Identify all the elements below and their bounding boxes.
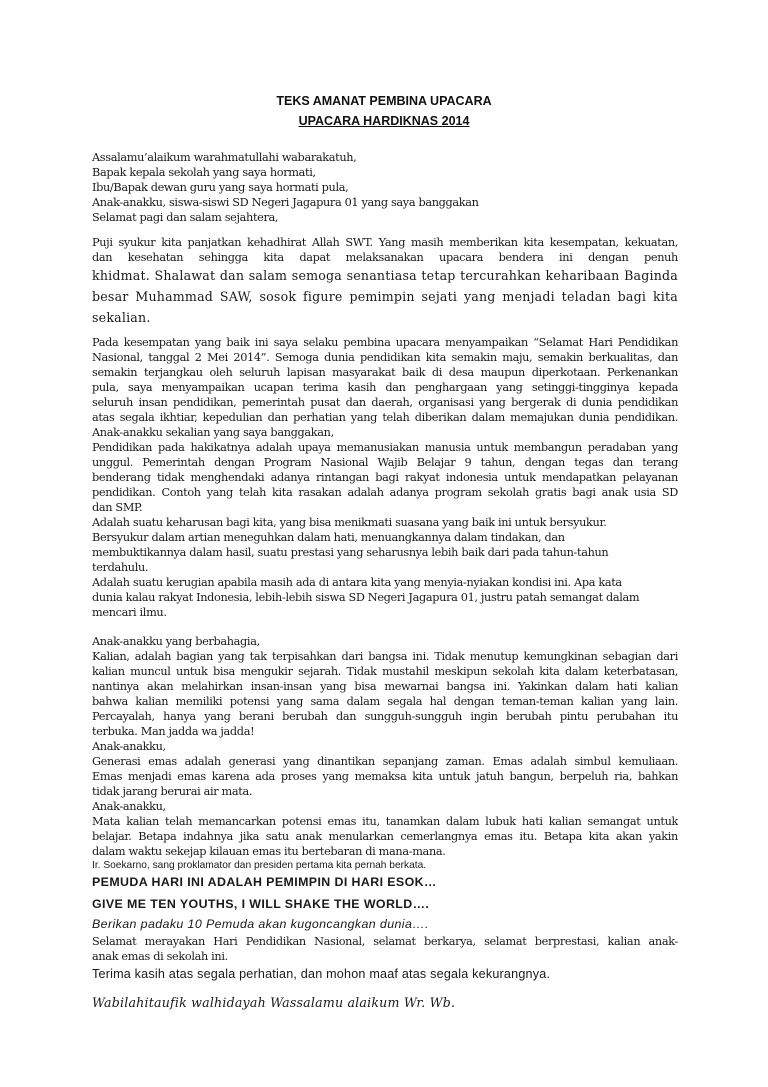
text-line: Selamat merayakan Hari Pendidikan Nasional, selamat berkarya, selamat berprestasi, kalian anak- xyxy=(92,935,678,948)
text-line: Mata kalian telah memancarkan potensi emas itu, tanamkan dalam lubuk hati kalian semangat untuk xyxy=(92,815,678,828)
text-line: mencari ilmu. xyxy=(92,606,167,619)
greeting-line: Selamat pagi dan salam sejahtera, xyxy=(92,211,279,224)
greeting-line: Ibu/Bapak dewan guru yang saya hormati pula, xyxy=(92,181,349,194)
text-line: terbuka. Man jadda wa jadda! xyxy=(92,725,255,738)
text-line: Bersyukur dalam artian meneguhkan dalam hati, menuangkannya dalam tindakan, dan xyxy=(92,531,565,544)
text-line: atas segala ikhtiar, kepedulian dan perhatian yang telah diberikan dalam memajukan dunia pendidikan. xyxy=(92,411,678,424)
text-line: besar Muhammad SAW, sosok figure pemimpin sejati yang menjadi teladan bagi kita xyxy=(92,289,678,304)
text-line: dalam waktu sekejap kilauan emas itu bertebaran di mana-mana. xyxy=(92,845,446,858)
text-line: Anak-anakku yang berbahagia, xyxy=(92,635,260,648)
body-paragraph-1 xyxy=(92,335,678,620)
text-line: seluruh insan pendidikan, pemerintah pusat dan daerah, organisasi yang bergerak di dunia pendidikan xyxy=(92,396,678,409)
text-line: Pada kesempatan yang baik ini saya selaku pembina upacara menyampaikan “Selamat Hari Pendidikan xyxy=(92,336,678,349)
document-body xyxy=(92,150,678,1013)
text-line: nantinya akan melahirkan insan-insan yang bisa mewarnai bangsa ini. Yakinkan dalam hati kalian xyxy=(92,680,678,693)
text-line: Generasi emas adalah generasi yang dinantikan sepanjang zaman. Emas adalah simbul kemuliaan. xyxy=(92,755,678,768)
text-line: dan kesehatan sehingga kita dapat melaksanakan upacara bendera ini dengan penuh xyxy=(92,251,678,264)
puji-paragraph xyxy=(92,235,678,328)
text-line: dunia kalau rakyat Indonesia, lebih-lebih siswa SD Negeri Jagapura 01, justru patah semangat dalam xyxy=(92,591,640,604)
text-line: Percayalah, hanya yang berani berubah dan sungguh-sungguh ingin berubah pintu perubahan itu xyxy=(92,710,678,723)
text-line: anak emas di sekolah ini. xyxy=(92,950,228,963)
soekarno-line: Ir. Soekarno, sang proklamator dan presiden pertama kita pernah berkata. xyxy=(92,860,427,871)
greetings-block xyxy=(92,150,678,225)
text-line: Kalian, adalah bagian yang tak terpisahkan dari bangsa ini. Tidak menutup kemungkinan sebagian dari xyxy=(92,650,678,663)
text-line: pula, saya menyampaikan ucapan terima kasih dan penghargaan yang setinggi-tingginya kepada xyxy=(92,381,678,394)
text-line: Anak-anakku sekalian yang saya banggakan, xyxy=(92,426,334,439)
greeting-line: Bapak kepala sekolah yang saya hormati, xyxy=(92,166,316,179)
text-line: sekalian. xyxy=(92,310,151,325)
text-line: Emas menjadi emas karena ada proses yang memaksa kita untuk jatuh bangun, berpeluh ria, bahkan xyxy=(92,770,678,783)
text-line: Adalah suatu keharusan bagi kita, yang bisa menikmati suasana yang baik ini untuk bersyukur. xyxy=(92,516,607,529)
closing-paragraph xyxy=(92,934,678,964)
text-line: membuktikannya dalam hasil, suatu prestasi yang seharusnya lebih baik dari pada tahun-tahun xyxy=(92,546,609,559)
text-line: semakin terjangkau oleh seluruh lapisan masyarakat baik di desa maupun diperkotaan. Perkenankan xyxy=(92,366,678,379)
text-line: Anak-anakku, xyxy=(92,800,166,813)
text-line: kalian muncul untuk bisa mengukir sejarah. Tidak mustahil meskipun sekolah kita dalam keterbatasan, xyxy=(92,665,678,678)
text-line: unggul. Pemerintah dengan Program Nasional Wajib Belajar 9 tahun, dengan tegas dan terang xyxy=(92,456,678,469)
quote-translation: Berikan padaku 10 Pemuda akan kugoncangkan dunia…. xyxy=(92,917,429,931)
document-title: TEKS AMANAT PEMBINA UPACARA xyxy=(276,94,492,108)
text-line: bahwa kalian memiliki potensi yang sama dalam segala hal dengan teman-teman kalian yang lain. xyxy=(92,695,678,708)
text-line: tidak jarang berurai air mata. xyxy=(92,785,253,798)
text-line: Adalah suatu kerugian apabila masih ada di antara kita yang menyia-nyiakan kondisi ini. Apa kata xyxy=(92,576,622,589)
document-subtitle: UPACARA HARDIKNAS 2014 xyxy=(298,114,470,128)
text-line: Puji syukur kita panjatkan kehadhirat Allah SWT. Yang masih memberikan kita kesempatan, kekuatan, xyxy=(92,236,678,249)
text-line: Nasional, tanggal 2 Mei 2014”. Semoga dunia pendidikan kita semakin maju, semakin berkualitas, dan xyxy=(92,351,678,364)
text-line: pendidikan. Contoh yang telah kita rasakan adalah adanya program sekolah gratis bagi anak usia SD xyxy=(92,486,678,499)
quote-ten-youths: GIVE ME TEN YOUTHS, I WILL SHAKE THE WORLD…. xyxy=(92,897,430,911)
text-line: terdahulu. xyxy=(92,561,149,574)
text-line: Pendidikan pada hakikatnya adalah upaya memanusiakan manusia untuk membangun peradaban yang xyxy=(92,441,678,454)
text-line: belajar. Betapa indahnya jika satu anak menularkan cemerlangnya emas itu. Betapa kita akan yakin xyxy=(92,830,678,843)
text-line: dan SMP. xyxy=(92,501,143,514)
quote-pemuda: PEMUDA HARI INI ADALAH PEMIMPIN DI HARI ESOK… xyxy=(92,875,437,889)
greeting-line: Assalamu’alaikum warahmatullahi wabarakatuh, xyxy=(92,151,357,164)
final-salutation: Wabilahitaufik walhidayah Wassalamu alaikum Wr. Wb. xyxy=(92,995,456,1010)
text-line: benderang tidak menghendaki adanya rintangan bagi rakyat indonesia untuk mendapatkan pelayanan xyxy=(92,471,678,484)
body-paragraph-2 xyxy=(92,634,678,859)
text-line: khidmat. Shalawat dan salam semoga senantiasa tetap tercurahkan keharibaan Baginda xyxy=(92,268,678,283)
thanks-line: Terima kasih atas segala perhatian, dan mohon maaf atas segala kekurangnya. xyxy=(92,967,551,981)
greeting-line: Anak-anakku, siswa-siswi SD Negeri Jagapura 01 yang saya banggakan xyxy=(92,196,479,209)
text-line: Anak-anakku, xyxy=(92,740,166,753)
